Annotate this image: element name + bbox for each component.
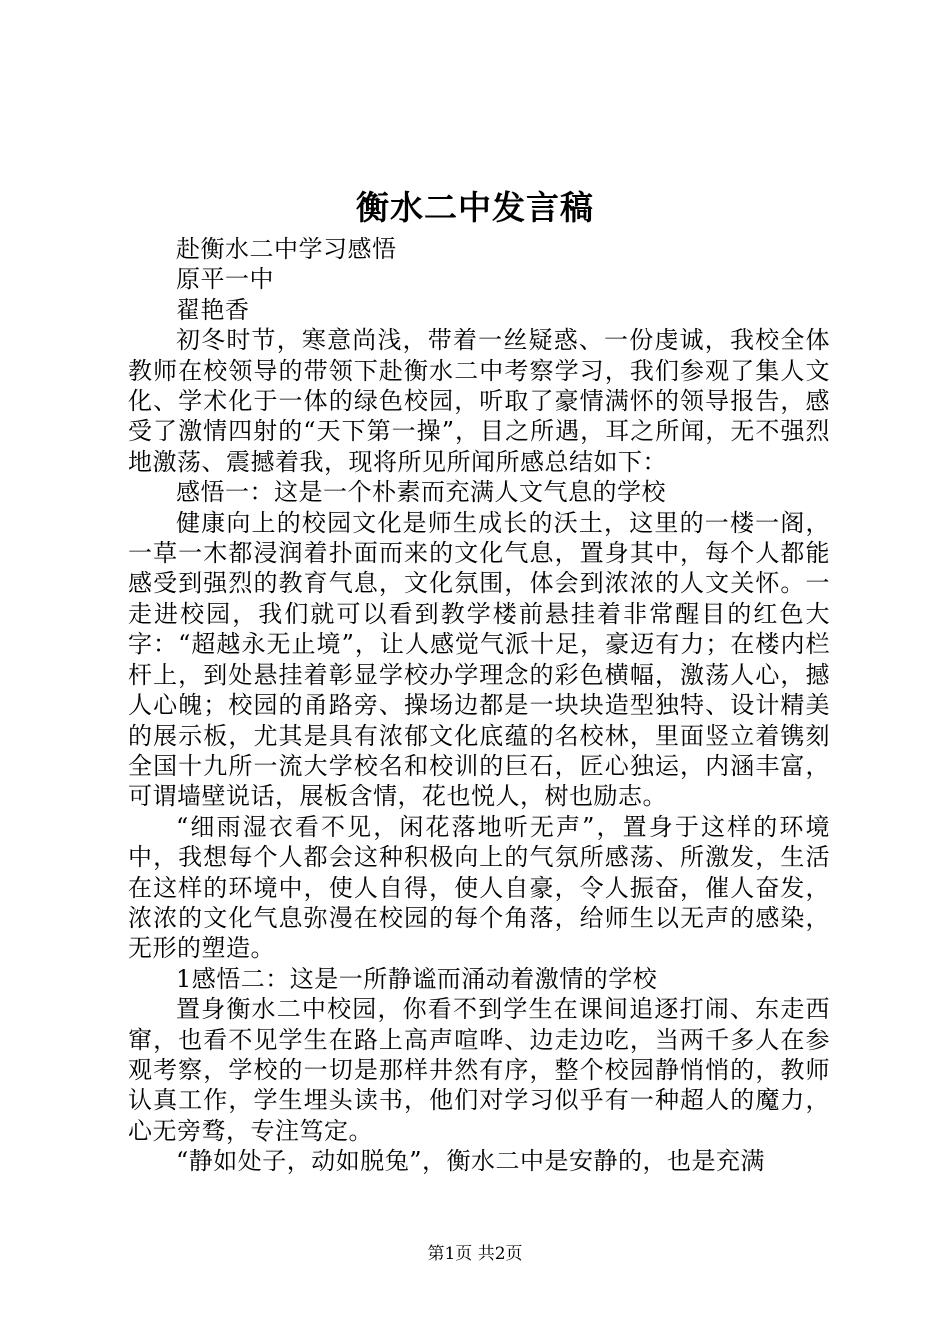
paragraph-culture: 健康向上的校园文化是师生成长的沃土，这里的一楼一阁，一草一木都浸润着扑面而来的文化气息，置身其中，每个人都能感受到强烈的教育气息，文化氛围，体会到浓浓的人文关怀。一走进校园，我们就可以看到教学楼前悬挂着非常醒目的红色大字：“超越永无止境”，让人感觉气派十足，豪迈有力；在楼内栏杆上，到处悬挂着彰显学校办学理念的彩色横幅，激荡人心，撼人心魄；校园的甬路旁、操场边都是一块块造型独特、设计精美的展示板，尤其是具有浓郁文化底蕴的名校林，里面竖立着镌刻全国十九所一流大学校名和校训的巨石，匠心独运，内涵丰富，可谓墙壁说话，展板含情，花也悦人，树也励志。 bbox=[128, 508, 830, 811]
paragraph-subtitle: 赴衡水二中学习感悟 bbox=[176, 235, 397, 263]
paragraph-atmosphere: “细雨湿衣看不见，闲花落地听无声”，置身于这样的环境中，我想每个人都会这种积极向上的气氛所感荡、所激发，生活在这样的环境中，使人自得，使人自豪，令人振奋，催人奋发，浓浓的文化气息弥漫在校园的每个角落，给师生以无声的感染，无形的塑造。 bbox=[128, 812, 830, 963]
paragraph-intro: 初冬时节，寒意尚浅，带着一丝疑惑、一份虔诚，我校全体教师在校领导的带领下赴衡水二中考察学习，我们参观了集人文化、学术化于一体的绿色校园，听取了豪情满怀的领导报告，感受了激情四射的“天下第一操”，目之所遇，耳之所闻，无不强烈地激荡、震撼着我，现将所见所闻所感总结如下： bbox=[128, 326, 830, 476]
paragraph-quiet: “静如处子，动如脱兔”，衡水二中是安静的，也是充满 bbox=[176, 1147, 766, 1176]
page-title: 衡水二中发言稿 bbox=[356, 188, 594, 227]
paragraph-heading-1: 感悟一：这是一个朴素而充满人文气息的学校 bbox=[176, 478, 666, 507]
page-number: 第1页 共2页 bbox=[427, 1244, 523, 1264]
paragraph-school: 原平一中 bbox=[176, 265, 274, 294]
paragraph-heading-2: 1感悟二：这是一所静谧而涌动着激情的学校 bbox=[176, 964, 658, 993]
paragraph-order: 置身衡水二中校园，你看不到学生在课间追逐打闹、东走西窜，也看不见学生在路上高声喧哗、边走边吃，当两千多人在参观考察，学校的一切是那样井然有序，整个校园静悄悄的，教师认真工作，学生埋头读书，他们对学习似乎有一种超人的魔力，心无旁骛，专注笃定。 bbox=[128, 995, 830, 1145]
paragraph-author: 翟艳香 bbox=[176, 295, 250, 324]
document-body bbox=[128, 234, 830, 1177]
